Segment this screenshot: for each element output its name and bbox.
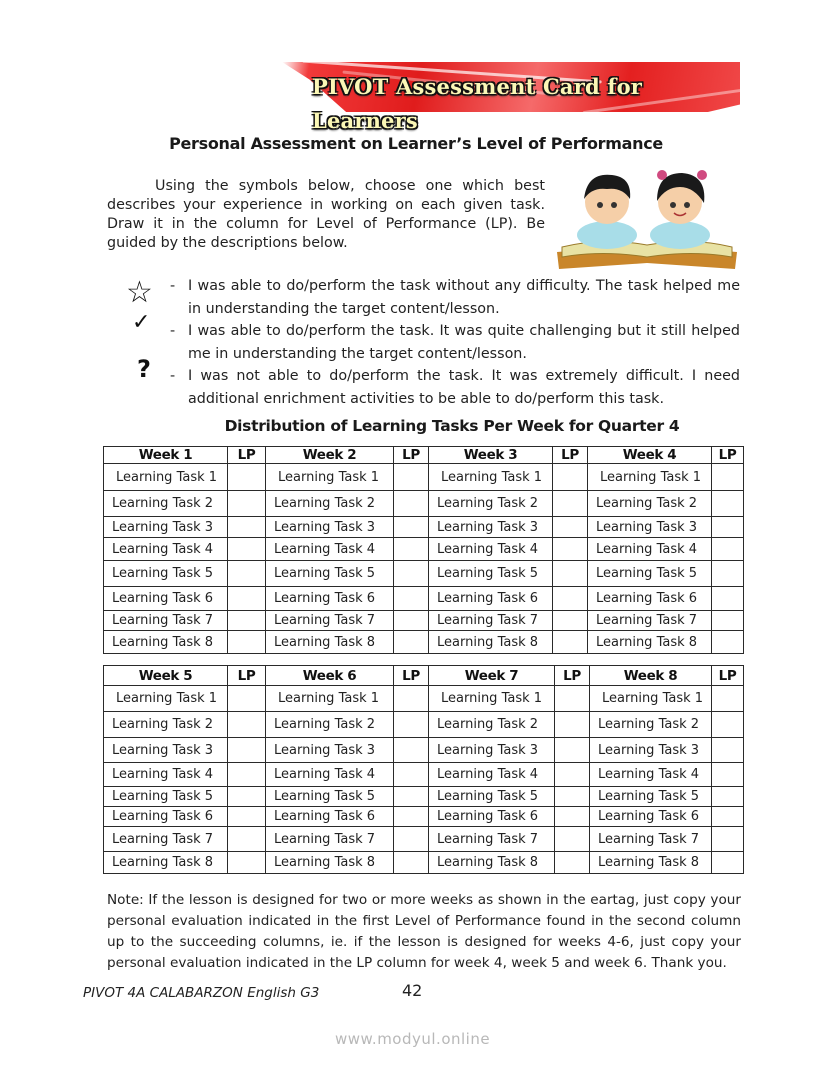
lp-cell[interactable] <box>555 738 590 763</box>
table-row <box>104 686 744 712</box>
task-cell: Learning Task 6 <box>429 587 553 611</box>
lp-cell[interactable] <box>555 686 590 712</box>
lp-cell[interactable] <box>228 464 266 491</box>
header-lp: LP <box>712 666 744 686</box>
task-cell: Learning Task 3 <box>590 738 712 763</box>
lp-cell[interactable] <box>712 807 744 827</box>
table-row <box>104 561 744 587</box>
lp-cell[interactable] <box>553 631 588 654</box>
lp-cell[interactable] <box>712 517 744 538</box>
table-row <box>104 712 744 738</box>
task-cell: Learning Task 3 <box>429 517 553 538</box>
lp-cell[interactable] <box>712 631 744 654</box>
task-cell: Learning Task 7 <box>429 611 553 631</box>
lp-cell[interactable] <box>553 587 588 611</box>
legend-item-star: - I was able to do/perform the task without any difficulty. The task helped me in understanding the target content/lesson. <box>120 275 740 320</box>
lp-cell[interactable] <box>228 587 266 611</box>
section-title: Distribution of Learning Tasks Per Week for Quarter 4 <box>224 417 680 435</box>
task-cell: Learning Task 3 <box>104 517 228 538</box>
table-row <box>104 787 744 807</box>
table-header-row <box>104 447 744 464</box>
task-cell: Learning Task 1 <box>104 464 228 491</box>
task-cell: Learning Task 3 <box>266 738 394 763</box>
task-cell: Learning Task 8 <box>266 631 394 654</box>
children-reading-book-illustration <box>552 157 742 275</box>
header-week-7: Week 7 <box>429 666 555 686</box>
lp-cell[interactable] <box>228 686 266 712</box>
lp-cell[interactable] <box>228 852 266 874</box>
lp-cell[interactable] <box>394 852 429 874</box>
lp-cell[interactable] <box>394 517 429 538</box>
task-cell: Learning Task 8 <box>104 631 228 654</box>
lp-cell[interactable] <box>394 712 429 738</box>
task-cell: Learning Task 8 <box>104 852 228 874</box>
question-mark-icon: ? <box>137 355 151 383</box>
lp-cell[interactable] <box>394 538 429 561</box>
lp-cell[interactable] <box>553 464 588 491</box>
header-lp: LP <box>394 447 429 464</box>
lp-cell[interactable] <box>555 787 590 807</box>
intro-text: Using the symbols below, choose one which best describes your experience in working on each given task. Draw it in the column for Level of Performance (LP). Be guided by the descriptions below. <box>107 178 545 251</box>
task-cell: Learning Task 4 <box>104 763 228 787</box>
lp-cell[interactable] <box>712 787 744 807</box>
header-week-5: Week 5 <box>104 666 228 686</box>
task-cell: Learning Task 2 <box>590 712 712 738</box>
lp-cell[interactable] <box>712 491 744 517</box>
lp-cell[interactable] <box>712 561 744 587</box>
lp-cell[interactable] <box>228 712 266 738</box>
task-cell: Learning Task 6 <box>588 587 712 611</box>
task-cell: Learning Task 3 <box>266 517 394 538</box>
task-cell: Learning Task 4 <box>266 763 394 787</box>
task-cell: Learning Task 5 <box>104 787 228 807</box>
task-cell: Learning Task 5 <box>429 561 553 587</box>
task-cell: Learning Task 4 <box>590 763 712 787</box>
task-cell: Learning Task 8 <box>429 631 553 654</box>
task-cell: Learning Task 1 <box>588 464 712 491</box>
weeks-5-8-table <box>103 665 744 874</box>
lp-cell[interactable] <box>228 611 266 631</box>
task-cell: Learning Task 4 <box>429 763 555 787</box>
page-number: 42 <box>402 981 423 1000</box>
task-cell: Learning Task 1 <box>266 686 394 712</box>
table-row <box>104 611 744 631</box>
header-week-2: Week 2 <box>266 447 394 464</box>
task-cell: Learning Task 5 <box>104 561 228 587</box>
legend-item-question: - I was not able to do/perform the task. It was extremely difficult. I need additional enrichment activities to be able to do/perform this task. <box>120 365 740 410</box>
lp-cell[interactable] <box>712 587 744 611</box>
lp-cell[interactable] <box>553 538 588 561</box>
lp-cell[interactable] <box>553 561 588 587</box>
lp-cell[interactable] <box>555 827 590 852</box>
watermark: www.modyul.online <box>335 1030 491 1048</box>
legend-text: I was not able to do/perform the task. It was extremely difficult. I need additional enrichment activities to be able to do/perform this task. <box>188 368 740 407</box>
task-cell: Learning Task 8 <box>588 631 712 654</box>
weeks-1-4-table <box>103 446 744 654</box>
lp-cell[interactable] <box>553 491 588 517</box>
task-cell: Learning Task 2 <box>104 491 228 517</box>
task-cell: Learning Task 2 <box>266 712 394 738</box>
task-cell: Learning Task 5 <box>590 787 712 807</box>
header-week-6: Week 6 <box>266 666 394 686</box>
lp-cell[interactable] <box>228 491 266 517</box>
task-cell: Learning Task 3 <box>588 517 712 538</box>
task-cell: Learning Task 3 <box>429 738 555 763</box>
header-lp: LP <box>553 447 588 464</box>
lp-cell[interactable] <box>228 738 266 763</box>
lp-cell[interactable] <box>712 464 744 491</box>
lp-cell[interactable] <box>555 712 590 738</box>
lp-cell[interactable] <box>394 631 429 654</box>
header-lp: LP <box>555 666 590 686</box>
task-cell: Learning Task 7 <box>588 611 712 631</box>
lp-cell[interactable] <box>712 686 744 712</box>
lp-cell[interactable] <box>712 611 744 631</box>
header-week-8: Week 8 <box>590 666 712 686</box>
header-week-1: Week 1 <box>104 447 228 464</box>
lp-cell[interactable] <box>394 464 429 491</box>
lp-cell[interactable] <box>228 517 266 538</box>
legend-text: I was able to do/perform the task without any difficulty. The task helped me in understanding the target content/lesson. <box>188 278 740 317</box>
task-cell: Learning Task 6 <box>429 807 555 827</box>
star-icon: ☆ <box>126 275 153 310</box>
task-cell: Learning Task 4 <box>266 538 394 561</box>
checkmark-icon: ✓ <box>132 310 151 335</box>
lp-cell[interactable] <box>555 852 590 874</box>
task-cell: Learning Task 6 <box>266 807 394 827</box>
task-cell: Learning Task 6 <box>104 587 228 611</box>
lp-cell[interactable] <box>228 631 266 654</box>
task-cell: Learning Task 8 <box>429 852 555 874</box>
symbol-legend <box>120 275 740 410</box>
lp-cell[interactable] <box>394 686 429 712</box>
lp-cell[interactable] <box>553 517 588 538</box>
task-cell: Learning Task 8 <box>590 852 712 874</box>
table-row <box>104 852 744 874</box>
task-cell: Learning Task 7 <box>104 827 228 852</box>
table-row <box>104 587 744 611</box>
lp-cell[interactable] <box>712 852 744 874</box>
task-cell: Learning Task 1 <box>429 686 555 712</box>
header-lp: LP <box>394 666 429 686</box>
table-row <box>104 464 744 491</box>
table-row <box>104 763 744 787</box>
lp-cell[interactable] <box>553 611 588 631</box>
table-row <box>104 538 744 561</box>
task-cell: Learning Task 4 <box>104 538 228 561</box>
lp-cell[interactable] <box>394 787 429 807</box>
table-row <box>104 491 744 517</box>
table-row <box>104 631 744 654</box>
task-cell: Learning Task 7 <box>590 827 712 852</box>
table-row <box>104 827 744 852</box>
task-cell: Learning Task 1 <box>590 686 712 712</box>
lp-cell[interactable] <box>394 807 429 827</box>
lp-cell[interactable] <box>712 712 744 738</box>
task-cell: Learning Task 7 <box>266 611 394 631</box>
header-lp: LP <box>228 666 266 686</box>
task-cell: Learning Task 2 <box>429 491 553 517</box>
table-row <box>104 517 744 538</box>
task-cell: Learning Task 6 <box>104 807 228 827</box>
task-cell: Learning Task 8 <box>266 852 394 874</box>
task-cell: Learning Task 5 <box>429 787 555 807</box>
task-cell: Learning Task 2 <box>588 491 712 517</box>
task-cell: Learning Task 1 <box>429 464 553 491</box>
legend-item-check: - I was able to do/perform the task. It was quite challenging but it still helped me in understanding the target content/lesson. <box>120 320 740 365</box>
lp-cell[interactable] <box>394 491 429 517</box>
lp-cell[interactable] <box>228 807 266 827</box>
task-cell: Learning Task 2 <box>266 491 394 517</box>
task-cell: Learning Task 1 <box>104 686 228 712</box>
lp-cell[interactable] <box>394 738 429 763</box>
footer-source: PIVOT 4A CALABARZON English G3 <box>83 985 320 1001</box>
intro-paragraph <box>107 177 545 253</box>
lp-cell[interactable] <box>555 807 590 827</box>
banner-title: PIVOT Assessment Card for Learners <box>312 74 643 133</box>
table-row <box>104 738 744 763</box>
header-lp: LP <box>228 447 266 464</box>
task-cell: Learning Task 2 <box>104 712 228 738</box>
task-cell: Learning Task 1 <box>266 464 394 491</box>
header-lp: LP <box>712 447 744 464</box>
lp-cell[interactable] <box>228 827 266 852</box>
lp-cell[interactable] <box>394 561 429 587</box>
header-week-4: Week 4 <box>588 447 712 464</box>
lp-cell[interactable] <box>228 561 266 587</box>
legend-text: I was able to do/perform the task. It was quite challenging but it still helped me in understanding the target content/lesson. <box>188 323 740 362</box>
task-cell: Learning Task 6 <box>266 587 394 611</box>
task-cell: Learning Task 7 <box>429 827 555 852</box>
note-paragraph: Note: If the lesson is designed for two or more weeks as shown in the eartag, just copy your personal evaluation indicated in the first Level of Performance found in the second column up to the succeeding columns, ie. if the lesson is designed for weeks 4-6, just copy your personal evaluation indicated in the LP column for week 4, week 5 and week 6. Thank you. <box>107 892 741 971</box>
lp-cell[interactable] <box>394 587 429 611</box>
lp-cell[interactable] <box>712 738 744 763</box>
task-cell: Learning Task 3 <box>104 738 228 763</box>
task-cell: Learning Task 4 <box>429 538 553 561</box>
lp-cell[interactable] <box>228 787 266 807</box>
lp-cell[interactable] <box>712 538 744 561</box>
task-cell: Learning Task 2 <box>429 712 555 738</box>
header-week-3: Week 3 <box>429 447 553 464</box>
lp-cell[interactable] <box>712 763 744 787</box>
lp-cell[interactable] <box>394 827 429 852</box>
lp-cell[interactable] <box>555 763 590 787</box>
lp-cell[interactable] <box>394 611 429 631</box>
lp-cell[interactable] <box>228 538 266 561</box>
task-cell: Learning Task 5 <box>266 561 394 587</box>
task-cell: Learning Task 5 <box>588 561 712 587</box>
task-cell: Learning Task 7 <box>104 611 228 631</box>
task-cell: Learning Task 7 <box>266 827 394 852</box>
table-header-row <box>104 666 744 686</box>
task-cell: Learning Task 6 <box>590 807 712 827</box>
page-heading: Personal Assessment on Learner’s Level of Performance <box>169 134 663 153</box>
lp-cell[interactable] <box>712 827 744 852</box>
table-row <box>104 807 744 827</box>
task-cell: Learning Task 4 <box>588 538 712 561</box>
lp-cell[interactable] <box>228 763 266 787</box>
lp-cell[interactable] <box>394 763 429 787</box>
task-cell: Learning Task 5 <box>266 787 394 807</box>
